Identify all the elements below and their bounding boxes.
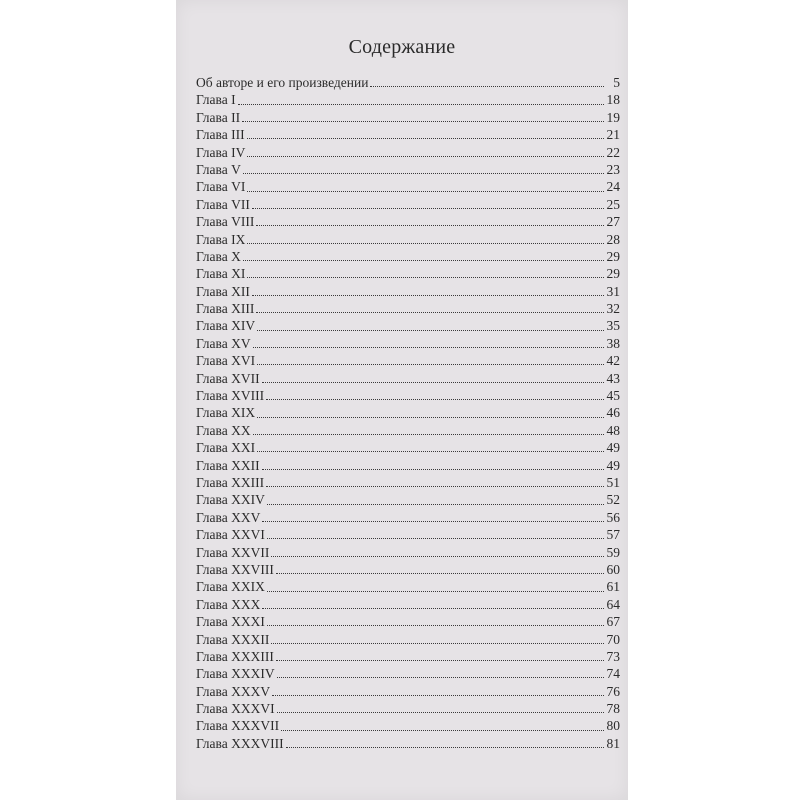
toc-entry-label: Глава XXXV xyxy=(196,683,271,699)
toc-entry-label: Глава XVI xyxy=(196,353,256,369)
toc-entry xyxy=(196,509,620,526)
toc-entry xyxy=(196,544,620,561)
dot-leader xyxy=(253,431,604,435)
dot-leader xyxy=(370,83,604,87)
toc-entry-label: Глава XIX xyxy=(196,405,256,421)
toc-entry-page-number: 80 xyxy=(606,718,620,734)
dot-leader xyxy=(247,274,604,278)
toc-entry xyxy=(196,474,620,491)
toc-entry xyxy=(196,161,620,178)
toc-entry-label: Глава XXI xyxy=(196,440,256,456)
toc-entry-page-number: 25 xyxy=(606,196,620,212)
toc-entry-label: Глава XXXII xyxy=(196,631,270,647)
toc-entry-label: Глава XXXVI xyxy=(196,701,275,717)
dot-leader xyxy=(267,501,604,505)
dot-leader xyxy=(272,692,604,696)
toc-entry xyxy=(196,404,620,421)
dot-leader xyxy=(253,344,604,348)
toc-entry-page-number: 18 xyxy=(606,92,620,108)
toc-entry xyxy=(196,144,620,161)
dot-leader xyxy=(267,622,604,626)
toc-entry-label: Глава X xyxy=(196,248,241,264)
toc-entry-label: Глава XX xyxy=(196,422,251,438)
toc-entry-page-number: 49 xyxy=(606,457,620,473)
dot-leader xyxy=(267,535,604,539)
toc-entry xyxy=(196,457,620,474)
toc-entry-label: Глава XXX xyxy=(196,596,261,612)
toc-entry-label: Глава XXXIV xyxy=(196,666,275,682)
toc-entry xyxy=(196,735,620,752)
toc-entry-page-number: 81 xyxy=(606,735,620,751)
toc-entry xyxy=(196,439,620,456)
toc-entry-page-number: 28 xyxy=(606,231,620,247)
toc-entry-page-number: 78 xyxy=(606,701,620,717)
toc-entry-page-number: 29 xyxy=(606,266,620,282)
toc-entry xyxy=(196,335,620,352)
toc-entry-page-number: 52 xyxy=(606,492,620,508)
toc-entry-page-number: 46 xyxy=(606,405,620,421)
toc-entry-page-number: 73 xyxy=(606,648,620,664)
toc-entry xyxy=(196,387,620,404)
toc-entry xyxy=(196,283,620,300)
toc-entry-label: Глава XXIX xyxy=(196,579,265,595)
dot-leader xyxy=(247,153,604,157)
toc-entry-label: Глава VI xyxy=(196,179,246,195)
dot-leader xyxy=(277,674,604,678)
toc-entry-label: Глава XXV xyxy=(196,509,261,525)
toc-entry-label: Глава VIII xyxy=(196,214,255,230)
toc-entry-label: Глава VII xyxy=(196,196,250,212)
toc-entry-page-number: 56 xyxy=(606,509,620,525)
toc-entry-label: Глава XII xyxy=(196,283,250,299)
dot-leader xyxy=(243,170,604,174)
dot-leader xyxy=(247,188,604,192)
dot-leader xyxy=(262,518,604,522)
toc-entry xyxy=(196,248,620,265)
toc-entry xyxy=(196,700,620,717)
toc-entry xyxy=(196,491,620,508)
toc-entry xyxy=(196,648,620,665)
toc-entry-label: Глава IX xyxy=(196,231,246,247)
toc-entry xyxy=(196,231,620,248)
book-page xyxy=(176,0,628,800)
dot-leader xyxy=(286,744,604,748)
dot-leader xyxy=(257,414,604,418)
toc-entry-label: Глава XXII xyxy=(196,457,260,473)
toc-entry-page-number: 49 xyxy=(606,440,620,456)
toc-entry-page-number: 35 xyxy=(606,318,620,334)
toc-entry xyxy=(196,578,620,595)
toc-entry xyxy=(196,631,620,648)
dot-leader xyxy=(252,205,604,209)
toc-entry xyxy=(196,422,620,439)
toc-entry-label: Глава IV xyxy=(196,144,246,160)
toc-entry-label: Глава XIII xyxy=(196,301,255,317)
dot-leader xyxy=(242,118,604,122)
toc-entry xyxy=(196,596,620,613)
toc-entry-page-number: 43 xyxy=(606,370,620,386)
toc-entry xyxy=(196,370,620,387)
toc-entry xyxy=(196,91,620,108)
toc-entry-label: Глава II xyxy=(196,109,241,125)
toc-entry-label: Глава I xyxy=(196,92,236,108)
dot-leader xyxy=(266,396,604,400)
toc-entry xyxy=(196,526,620,543)
dot-leader xyxy=(276,657,604,661)
toc-entry-label: Глава XXIII xyxy=(196,474,265,490)
dot-leader xyxy=(271,553,604,557)
dot-leader xyxy=(256,222,604,226)
dot-leader xyxy=(257,327,604,331)
toc-entry xyxy=(196,317,620,334)
dot-leader xyxy=(257,448,604,452)
toc-entry-page-number: 67 xyxy=(606,614,620,630)
toc-entry-label: Глава XVII xyxy=(196,370,260,386)
toc-entry-label: Глава XI xyxy=(196,266,246,282)
toc-entry-label: Глава XV xyxy=(196,335,251,351)
toc-entry-label: Глава XXVII xyxy=(196,544,270,560)
toc-entry xyxy=(196,300,620,317)
toc-entry-label: Об авторе и его произведении xyxy=(196,75,369,90)
toc-entry xyxy=(196,265,620,282)
toc-entry-label: Глава XXVI xyxy=(196,527,265,543)
toc-entry-page-number: 51 xyxy=(606,474,620,490)
toc-entry xyxy=(196,717,620,734)
toc-entry xyxy=(196,683,620,700)
toc-entry xyxy=(196,126,620,143)
toc-entry-page-number: 42 xyxy=(606,353,620,369)
toc-entry xyxy=(196,178,620,195)
toc-entry-page-number: 5 xyxy=(613,75,620,90)
toc-entry xyxy=(196,561,620,578)
toc-entry-page-number: 60 xyxy=(606,561,620,577)
dot-leader xyxy=(271,640,604,644)
dot-leader xyxy=(281,727,604,731)
dot-leader xyxy=(243,257,604,261)
toc-entry-page-number: 64 xyxy=(606,596,620,612)
dot-leader xyxy=(252,292,604,296)
toc-entry xyxy=(196,352,620,369)
toc-entry-page-number: 27 xyxy=(606,214,620,230)
toc-entry-page-number: 31 xyxy=(606,283,620,299)
toc-entry-page-number: 76 xyxy=(606,683,620,699)
toc-entry-page-number: 21 xyxy=(606,127,620,143)
toc-entry-label: Глава XXXVII xyxy=(196,718,280,734)
dot-leader xyxy=(266,483,604,487)
toc-entry xyxy=(196,613,620,630)
toc-entry-label: Глава XXVIII xyxy=(196,561,274,577)
toc-entry-page-number: 61 xyxy=(606,579,620,595)
dot-leader xyxy=(267,588,604,592)
toc-entry-page-number: 45 xyxy=(606,388,620,404)
toc-entry-page-number: 29 xyxy=(606,248,620,264)
toc-entry-page-number: 70 xyxy=(606,631,620,647)
toc-entry xyxy=(196,213,620,230)
toc-entry-page-number: 48 xyxy=(606,422,620,438)
toc-entry-page-number: 19 xyxy=(606,109,620,125)
toc-entry-label: Глава XVIII xyxy=(196,388,265,404)
toc-entry-label: Глава XXIV xyxy=(196,492,265,508)
toc-entry-label: Глава III xyxy=(196,127,245,143)
toc-entry-label: Глава XXXVIII xyxy=(196,735,284,751)
toc-entry-label: Глава XIV xyxy=(196,318,256,334)
toc-entry xyxy=(196,109,620,126)
dot-leader xyxy=(262,466,604,470)
dot-leader xyxy=(256,309,604,313)
toc-entry-page-number: 23 xyxy=(606,161,620,177)
toc-entry-page-number: 59 xyxy=(606,544,620,560)
toc-entry-label: Глава XXXIII xyxy=(196,648,274,664)
toc-entry-label: Глава XXXI xyxy=(196,614,265,630)
toc-entry-page-number: 32 xyxy=(606,301,620,317)
toc-entry-label: Глава V xyxy=(196,161,241,177)
page-title: Содержание xyxy=(348,36,456,58)
dot-leader xyxy=(247,135,604,139)
dot-leader xyxy=(257,361,604,365)
dot-leader xyxy=(277,709,604,713)
toc-entry xyxy=(196,196,620,213)
dot-leader xyxy=(247,240,604,244)
toc-entry xyxy=(196,74,620,91)
dot-leader xyxy=(238,101,604,105)
toc-entry-page-number: 74 xyxy=(606,666,620,682)
dot-leader xyxy=(276,570,604,574)
dot-leader xyxy=(262,379,604,383)
table-of-contents xyxy=(196,74,620,752)
toc-entry-page-number: 22 xyxy=(606,144,620,160)
toc-entry-page-number: 38 xyxy=(606,335,620,351)
toc-entry-page-number: 24 xyxy=(606,179,620,195)
toc-entry-page-number: 57 xyxy=(606,527,620,543)
toc-entry xyxy=(196,665,620,682)
dot-leader xyxy=(262,605,604,609)
